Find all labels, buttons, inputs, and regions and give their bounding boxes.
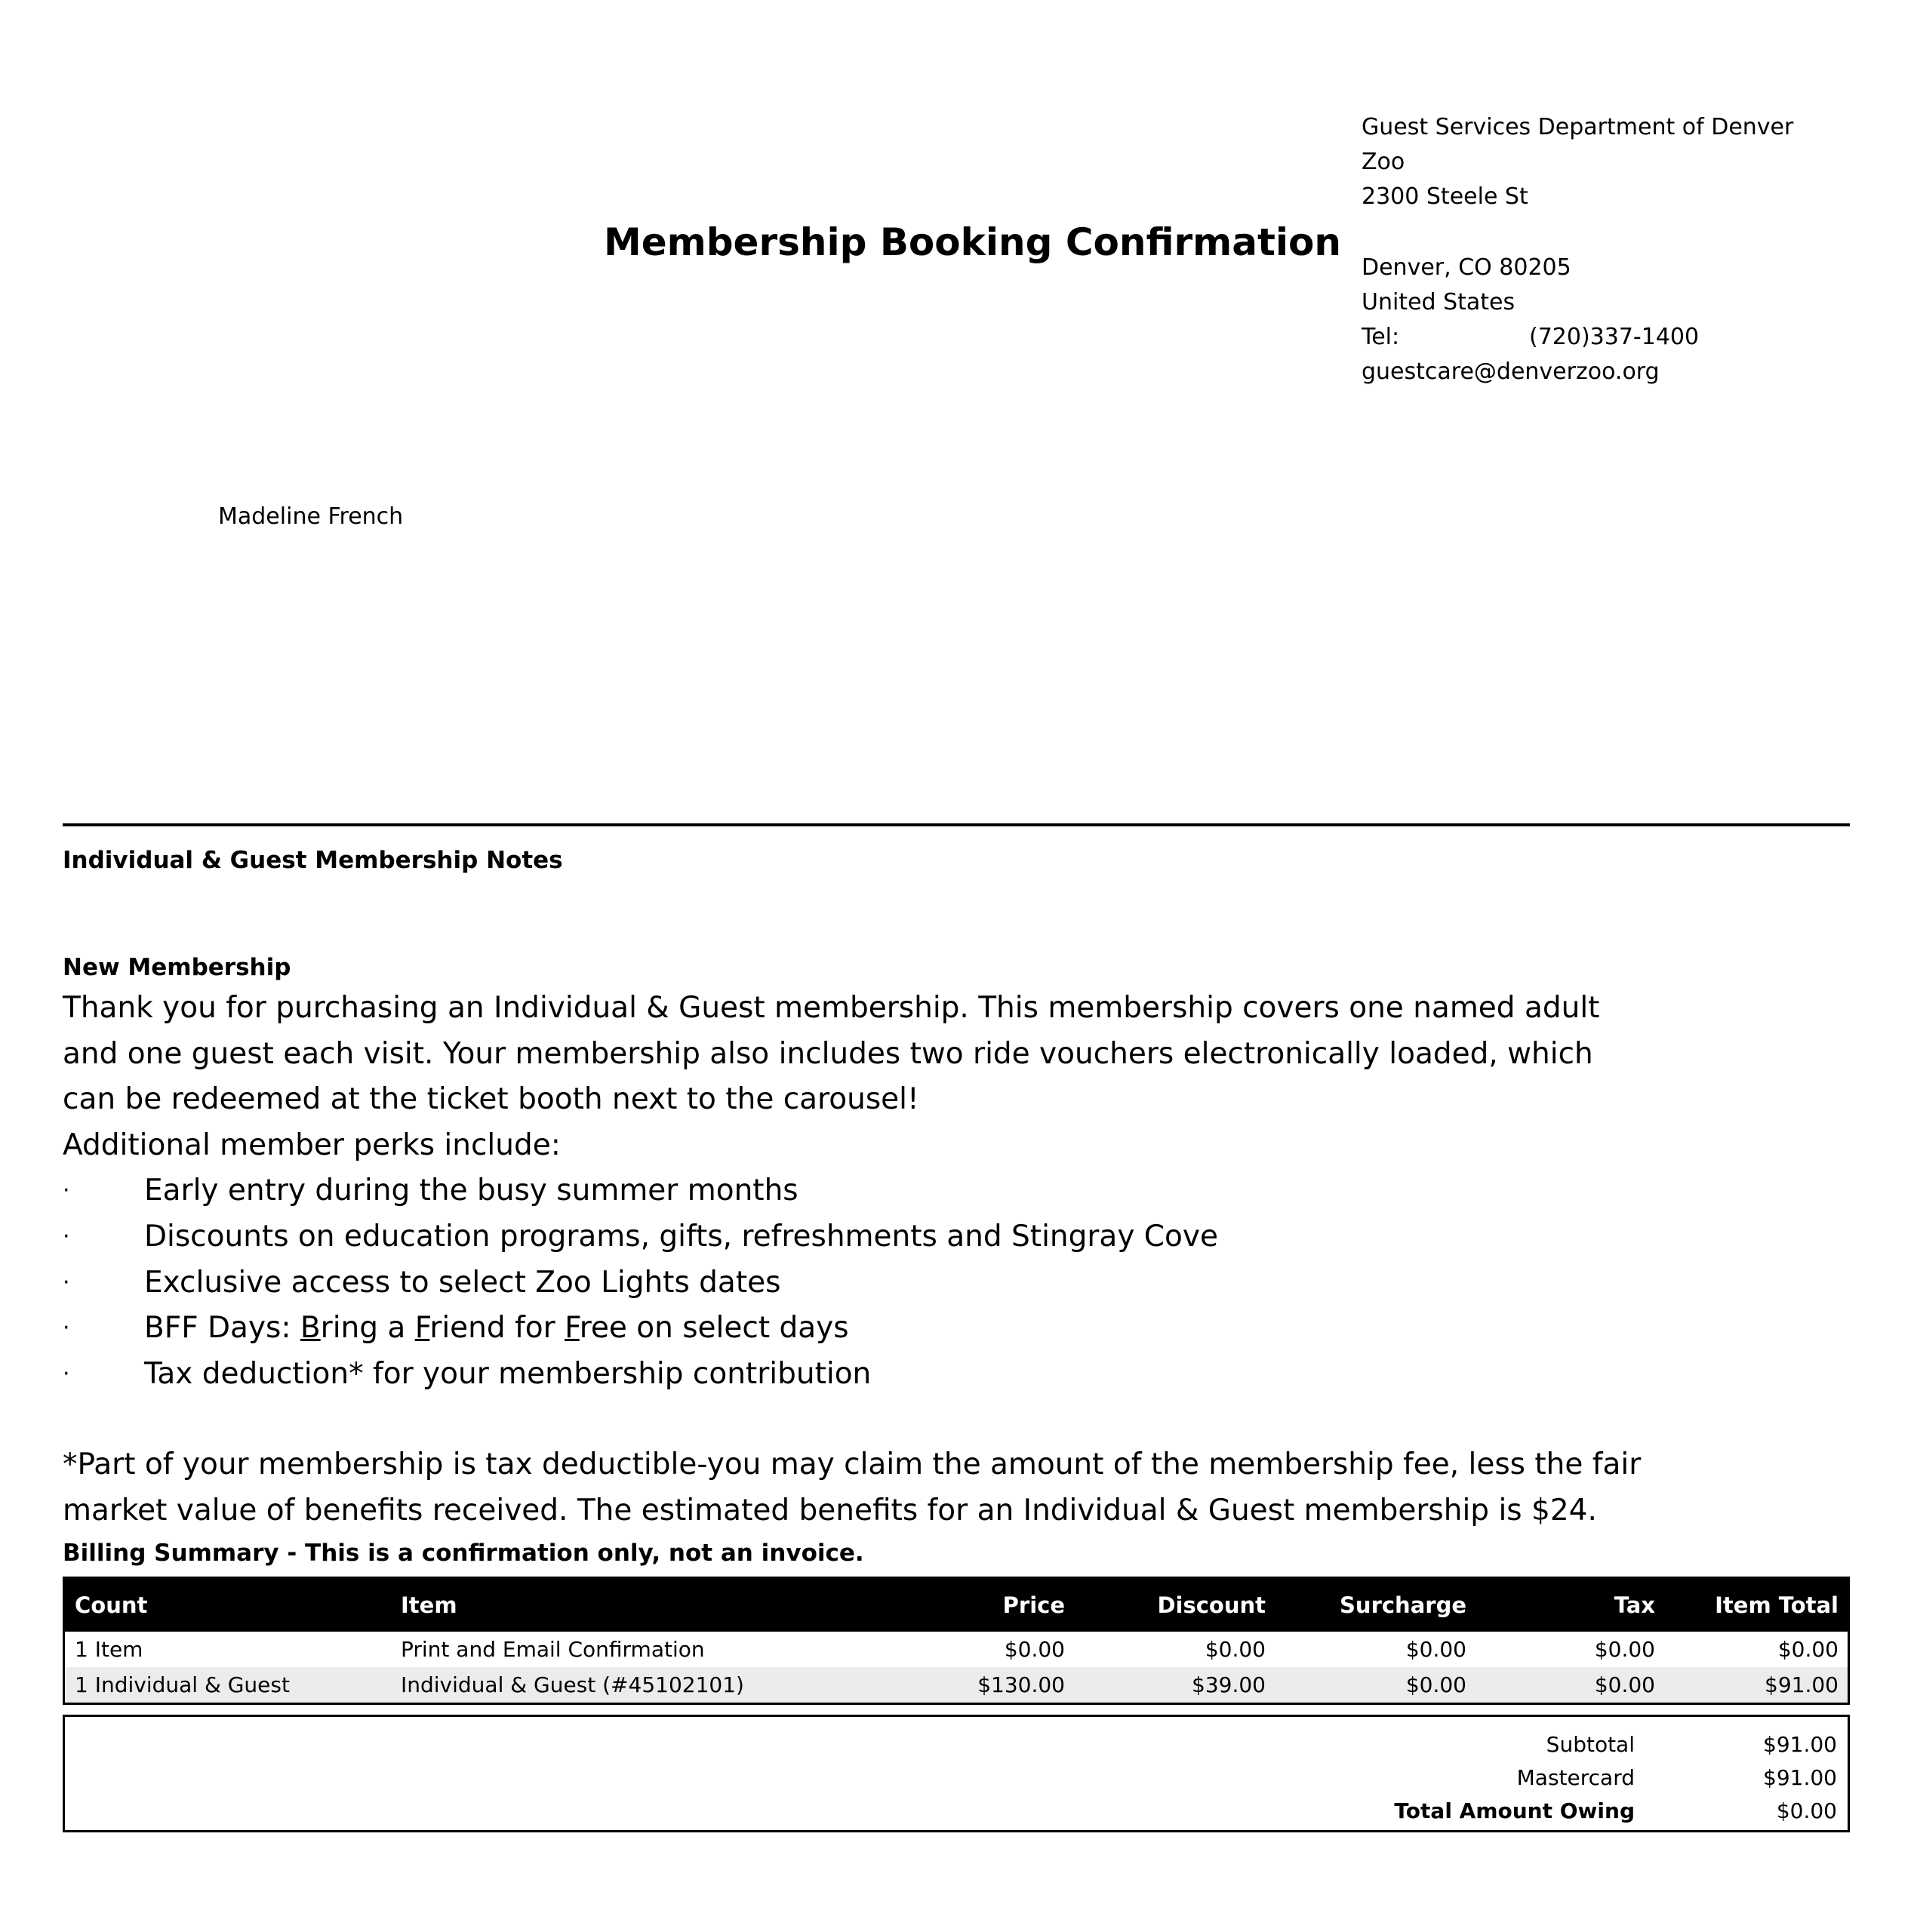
perk-list-item — [63, 1260, 1799, 1306]
address-email: guestcare@denverzoo.org — [1362, 358, 1660, 385]
intro-line: can be redeemed at the ticket booth next to the carousel! — [63, 1082, 919, 1117]
address-line2: Zoo — [1362, 149, 1405, 175]
payment-method-label: Mastercard — [1516, 1764, 1635, 1790]
total-owing-label: Total Amount Owing — [1394, 1798, 1635, 1823]
subtotal-row — [65, 1727, 1848, 1761]
perk-text-bff: BFF Days: Bring a Friend for Free on select days — [144, 1311, 849, 1346]
intro-line: Additional member perks include: — [63, 1128, 561, 1162]
cell-item: Print and Email Confirmation — [401, 1637, 705, 1662]
cell-count: 1 Individual & Guest — [75, 1672, 290, 1697]
billing-summary-heading: Billing Summary - This is a confirmation only, not an invoice. — [63, 1540, 864, 1567]
column-header-price: Price — [1002, 1592, 1065, 1618]
column-header-discount: Discount — [1157, 1592, 1266, 1618]
bullet-icon: · — [63, 1269, 70, 1296]
perk-list-item — [63, 1306, 1799, 1352]
tel-value: (720)337-1400 — [1529, 324, 1700, 350]
footnote-line: *Part of your membership is tax deductible-you may claim the amount of the membership fee, less the fair — [63, 1447, 1642, 1482]
subtotal-value: $91.00 — [1763, 1731, 1837, 1757]
total-owing-row — [65, 1794, 1848, 1827]
perk-list-item — [63, 1168, 1799, 1214]
notes-sub-heading: New Membership — [63, 954, 291, 981]
total-owing-value: $0.00 — [1776, 1798, 1837, 1823]
perk-text: Discounts on education programs, gifts, refreshments and Stingray Cove — [144, 1219, 1218, 1254]
cell-surcharge: $0.00 — [1405, 1672, 1466, 1697]
cell-surcharge: $0.00 — [1405, 1637, 1466, 1662]
table-header-row — [65, 1579, 1848, 1632]
notes-section-heading: Individual & Guest Membership Notes — [63, 847, 563, 874]
cell-count: 1 Item — [75, 1637, 143, 1662]
column-header-item-total: Item Total — [1715, 1592, 1839, 1618]
payment-row — [65, 1761, 1848, 1794]
address-line1: Guest Services Department of Denver — [1362, 114, 1794, 140]
address-country: United States — [1362, 289, 1516, 315]
bullet-icon: · — [63, 1223, 70, 1250]
tel-label: Tel: — [1362, 324, 1400, 350]
totals-box — [63, 1715, 1850, 1832]
notes-spacer — [63, 1397, 1799, 1442]
cell-discount: $0.00 — [1205, 1637, 1266, 1662]
perk-list-item — [63, 1352, 1799, 1398]
cell-tax: $0.00 — [1594, 1672, 1655, 1697]
billing-table — [63, 1577, 1850, 1705]
cell-price: $130.00 — [977, 1672, 1065, 1697]
cell-discount: $39.00 — [1192, 1672, 1266, 1697]
bullet-icon: · — [63, 1315, 70, 1342]
address-city-state-zip: Denver, CO 80205 — [1362, 254, 1571, 281]
footnote-line: market value of benefits received. The estimated benefits for an Individual & Guest membership is $24. — [63, 1493, 1597, 1527]
bullet-icon: · — [63, 1177, 70, 1204]
page-title: Membership Booking Confirmation — [604, 220, 1342, 264]
sender-address — [1362, 110, 1794, 389]
perk-text: Tax deduction* for your membership contribution — [144, 1356, 872, 1391]
payment-value: $91.00 — [1763, 1764, 1837, 1790]
perk-list-item — [63, 1214, 1799, 1260]
column-header-tax: Tax — [1614, 1592, 1655, 1618]
recipient-name: Madeline French — [218, 503, 404, 530]
bullet-icon: · — [63, 1360, 70, 1387]
column-header-item: Item — [401, 1592, 457, 1618]
subtotal-label: Subtotal — [1546, 1731, 1635, 1757]
table-row — [65, 1667, 1848, 1703]
column-header-surcharge: Surcharge — [1340, 1592, 1466, 1618]
intro-line: Thank you for purchasing an Individual & Guest membership. This membership covers one named adult — [63, 991, 1600, 1025]
cell-item-total: $91.00 — [1765, 1672, 1839, 1697]
cell-item: Individual & Guest (#45102101) — [401, 1672, 744, 1697]
cell-tax: $0.00 — [1594, 1637, 1655, 1662]
address-tel — [1362, 320, 1784, 355]
intro-line: and one guest each visit. Your membership also includes two ride vouchers electronically loaded, which — [63, 1036, 1593, 1071]
perk-text: Exclusive access to select Zoo Lights dates — [144, 1265, 781, 1300]
perk-text: Early entry during the busy summer months — [144, 1174, 799, 1208]
address-street: 2300 Steele St — [1362, 183, 1528, 210]
column-header-count: Count — [75, 1592, 148, 1618]
membership-notes — [63, 952, 1799, 1534]
cell-item-total: $0.00 — [1777, 1637, 1839, 1662]
address-gap — [1362, 214, 1784, 251]
cell-price: $0.00 — [1004, 1637, 1065, 1662]
table-row — [65, 1632, 1848, 1667]
section-divider — [63, 823, 1850, 826]
